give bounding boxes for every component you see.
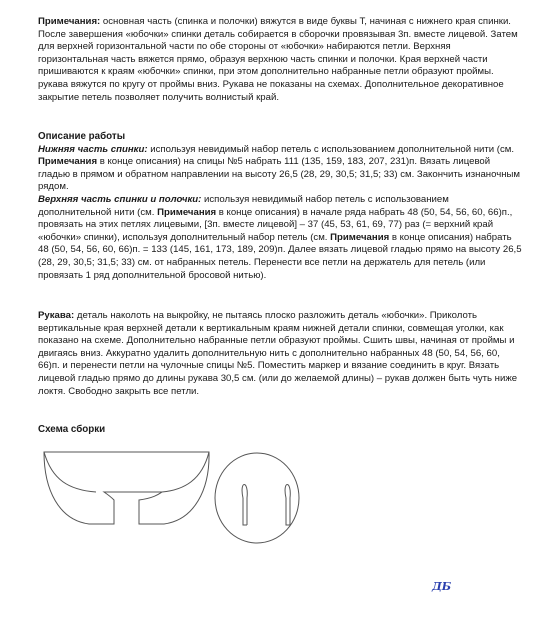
sleeves-section: [38, 310, 522, 398]
upper-text-2: в конце описания) в начале ряда набрать 48 (50, 54, 56, 60, 66)п., провязать на этих петлях лицевыми, [3п. вместе лицевой] – 37 (45, 53, 61, 69, 77) раз (= верхний край «юбочки» спинки), используя дополнительный набор петель (см.: [38, 206, 513, 243]
assembly-diagram: [34, 440, 334, 550]
notes-text: основная часть (спинка и полочки) вяжутся в виде буквы Т, начиная с нижнего края спинки. После завершения «юбочки» спинки деталь собирается в сборочки провязывая 3п. вместе лицевой. Затем для верхней горизонтальной части по обе стороны от «юбочки» набираются петли. Верхняя горизонтальная часть вяжется прямо, образуя верхнюю часть спинки и полочки. Края верхней части пришиваются к краям «юбочки» спинки, при этом дополнительно набранные петли образуют проймы. рукава вяжутся по кругу от проймы вниз. Рукава не показаны на схемах. Дополнительное декоративное закрытие петель позволяет получить волнистый край.: [38, 16, 518, 103]
upper-note-ref-1: Примечания: [157, 206, 217, 218]
sleeves-paragraph: [38, 310, 522, 398]
back-paragraph: [38, 144, 522, 194]
notes-paragraph: [38, 16, 522, 104]
scheme-title: Схема сборки: [38, 424, 106, 435]
work-title: Описание работы: [38, 131, 126, 142]
sleeves-label: Рукава:: [38, 310, 75, 321]
back-note-ref: Примечания: [38, 156, 98, 168]
t-shape-left-wave: [44, 452, 96, 492]
upper-text-3: в конце описания) набрать 48 (50, 54, 56, 60, 66)п. = 133 (145, 161, 173, 189, 209)п. Далее вязать лицевой гладью прямо на высоту 26,5 (28, 29, 30,5; 31,5; 33) см. от набранных петель. Перенести все петли на держатель для петель (или провязать 1 ряд дополнительной бросовой нитью).: [38, 231, 522, 281]
work-description-section: [38, 131, 522, 282]
scheme-section: [38, 424, 522, 437]
upper-label: Верхняя часть спинки и полочки:: [38, 193, 202, 205]
signature-logo: ДБ: [432, 580, 452, 593]
upper-paragraph: [38, 194, 522, 282]
sleeves-text: деталь наколоть на выкройку, не пытаясь плоско разложить деталь «юбочки». Приколоть вертикальные края верхней детали к вертикальным краям нижней детали спинки, совмещая уголки, как показано на схеме. Дополнительно набранные петли образуют проймы. Сшить швы, начиная от проймы и двигаясь вниз. Аккуратно удалить дополнительную нить с дополнительно набранных 48 (50, 54, 56, 60, 66)п. и перенести петли на чулочные спицы №5. Поместить маркер и вязание соединить в круг. Вязать лицевой гладью прямо до длины рукава 30,5 см. (или до желаемой длины) – рукав должен быть чуть ниже локтя. Свободно закрыть все петли.: [38, 310, 518, 397]
round-shape-right-slot-line: [286, 498, 290, 525]
back-text-2: в конце описания) на спицы №5 набрать 111 (135, 159, 183, 207, 231)п. Вязать лицевой гладью в прямом и обратном направлении на высоту 26,5 (28, 29, 30,5; 31,5; 33) см. Закончить изнаночным рядом.: [38, 156, 521, 193]
back-label: Нижняя часть спинки:: [38, 143, 148, 155]
notes-section: [38, 16, 522, 104]
upper-text-1: используя невидимый набор петель с использованием дополнительной нити (см.: [38, 193, 449, 218]
back-text-1: используя невидимый набор петель с использованием дополнительной нити (см.: [147, 143, 515, 155]
notes-label: Примечания:: [38, 16, 101, 27]
t-shape-outline: [44, 452, 209, 524]
t-shape-right-wave: [162, 452, 209, 492]
round-shape-left-slot-line: [243, 498, 247, 525]
upper-note-ref-2: Примечания: [330, 231, 390, 243]
